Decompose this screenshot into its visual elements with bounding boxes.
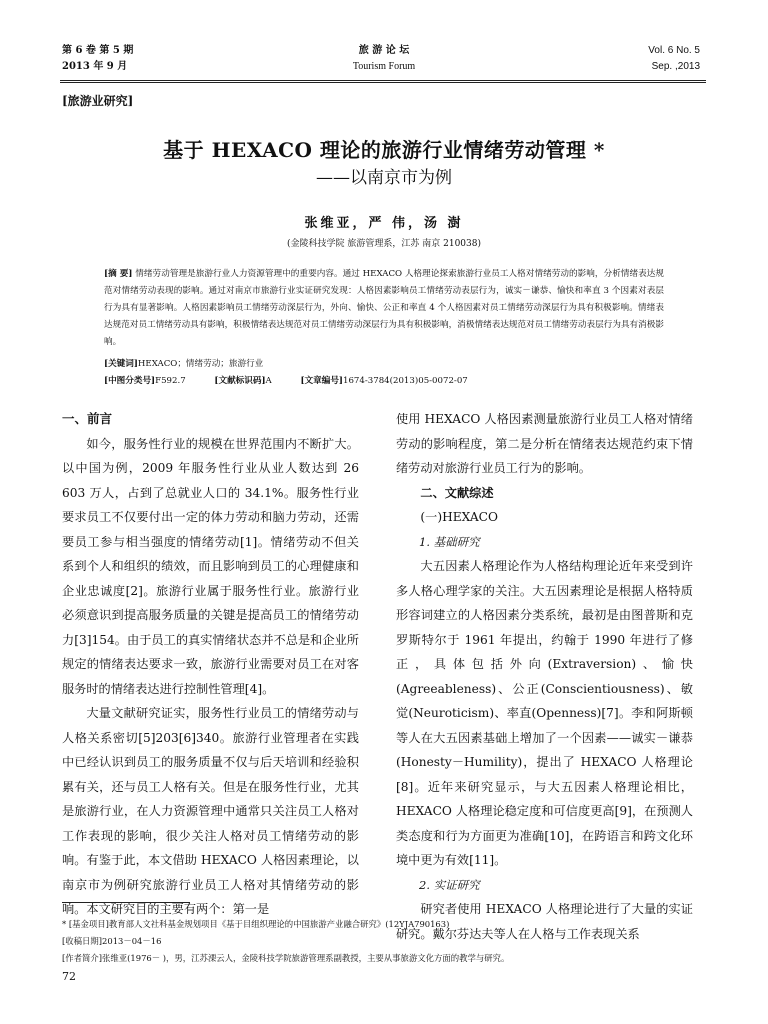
keywords [104, 356, 664, 373]
heading-introduction: 一、前言 [62, 411, 113, 426]
clc-number: [中图分类号]F592.7 [104, 376, 186, 386]
journal-name-cn: 旅 游 论 坛 [358, 45, 410, 56]
footnote-fund: * [基金项目]教育部人文社科基金规划项目《基于目组织理论的中国旅游产业融合研究》(12YJA790163) [62, 919, 450, 929]
classification [104, 373, 664, 390]
basic-research-paragraph: 大五因素人格理论作为人格结构理论近年来受到许多人格心理学家的关注。大五因素理论是根据人格特质形容词建立的人格因素分类系统，最初是由图普斯和克罗斯特尔于 1961 年提出，约翰于 1990 年进行了修正，具体包括外向(Extraversion)、愉快(Agreeableness)、公正(Conscientiousness)、敏觉(Neuroticism)、率直(Openness)[7]。李和阿斯顿等人在大五因素基础上增加了一个因素——诚实－谦恭(Honesty－Humility)，提出了 HEXACO 人格理论[8]。近年来研究显示，与大五因素人格理论相比，HEXACO 人格理论稳定度和可信度更高[9]，在预测人类态度和行为方面更为准确[10]，在跨语言和跨文化环境中更为有效[11]。 [396, 559, 693, 867]
heading-empirical-research: 2. 实证研究 [419, 877, 480, 892]
heading-literature-review: 二、文献综述 [420, 485, 494, 500]
abstract-label: [摘 要] [104, 269, 133, 279]
page-number: 72 [62, 970, 76, 983]
keywords-label: [关键词] [104, 359, 138, 369]
empirical-research-paragraph: 研究者使用 HEXACO 人格理论进行了大量的实证研究。戴尔芬达夫等人在人格与工作表现关系 [396, 902, 693, 941]
volume-en: Vol. 6 No. 5 [648, 45, 700, 56]
affiliation: (金陵科技学院 旅游管理系，江苏 南京 210038) [287, 239, 481, 249]
right-column [396, 407, 693, 946]
footnote-rule [62, 902, 190, 903]
article-title: 基于 HEXACO 理论的旅游行业情绪劳动管理 * [163, 138, 605, 162]
intro-paragraph-1: 如今，服务性行业的规模在世界范围内不断扩大。以中国为例，2009 年服务性行业从业人数达到 26 603 万人，占到了总就业人口的 34.1%。服务性行业要求员工不仅要付出一定的体力劳动和脑力劳动，还需要员工参与相当强度的情绪劳动[1]。情绪劳动不但关系到个人和组织的绩效，而且影响到员工的心理健康和企业忠诚度[2]。旅游行业属于服务性行业。旅游行业必须意识到提高服务质量的关键是提高员工的情绪劳动力[3]154。由于员工的真实情绪状态并不总是和企业所规定的情绪表达要求一致，旅游行业需要对员工在对客服务时的情绪表达进行控制性管理[4]。 [62, 436, 359, 696]
keywords-text: HEXACO；情绪劳动；旅游行业 [137, 359, 264, 369]
journal-volume-en [648, 43, 700, 75]
article-number: [文章编号]1674-3784(2013)05-0072-07 [300, 376, 468, 386]
header-rule [60, 80, 706, 81]
volume-issue: 第 6 卷 第 5 期 [62, 45, 134, 56]
intro-paragraph-continued: 使用 HEXACO 人格因素测量旅游行业员工人格对情绪劳动的影响程度，第二是分析在情绪表达规范约束下情绪劳动对旅游行业员工行为的影响。 [396, 412, 693, 475]
heading-hexaco: (一)HEXACO [420, 510, 498, 524]
document-code: [文献标识码]A [214, 376, 272, 386]
footnote-received: [收稿日期]2013－04－16 [62, 936, 162, 946]
intro-paragraph-2: 大量文献研究证实，服务性行业员工的情绪劳动与人格关系密切[5]203[6]340。旅游行业管理者在实践中已经认识到员工的服务质量不仅与后天培训和经验积累有关，还与员工人格有关。但是在服务性行业，尤其是旅游行业，在人力资源管理中通常只关注员工人格对工作表现的影响，很少关注人格对员工情绪劳动的影响。有鉴于此，本文借助 HEXACO 人格因素理论，以南京市为例研究旅游行业员工人格对其情绪劳动的影响。本文研究目的主要有两个：第一是 [62, 706, 359, 916]
heading-basic-research: 1. 基础研究 [419, 534, 480, 549]
header-rule-thin [60, 82, 706, 83]
abstract-text: 情绪劳动管理是旅游行业人力资源管理中的重要内容。通过 HEXACO 人格理论探索旅游行业员工人格对情绪劳动的影响，分析情绪表达规范对情绪劳动表现的影响。通过对南京市旅游行业实证研究发现：人格因素影响员工情绪劳动表层行为，诚实－谦恭、愉快和率直 3 个因素对表层行为具有显著影响。人格因素影响员工情绪劳动深层行为，外向、愉快、公正和率直 4 个人格因素对员工情绪劳动深层行为具有积极影响。情绪表达规范对员工情绪劳动具有影响，积极情绪表达规范对员工情绪劳动深层行为具有积极影响，消极情绪表达规范对员工情绪劳动表层行为具有消极影响。 [104, 269, 665, 347]
article-subtitle: ——以南京市为例 [316, 168, 452, 188]
date-en: Sep. ,2013 [651, 61, 700, 72]
abstract [104, 266, 664, 351]
journal-name-en: Tourism Forum [352, 61, 416, 72]
section-tag: [旅游业研究] [62, 94, 134, 108]
left-column [62, 407, 359, 922]
authors: 张维亚，严 伟，汤 澍 [304, 216, 464, 231]
issue-date: 2013 年 9 月 [62, 61, 128, 72]
footnote-author-bio: [作者简介]张维亚(1976－ )，男，江苏溧云人，金陵科技学院旅游管理系副教授，主要从事旅游文化方面的教学与研究。 [62, 953, 510, 963]
